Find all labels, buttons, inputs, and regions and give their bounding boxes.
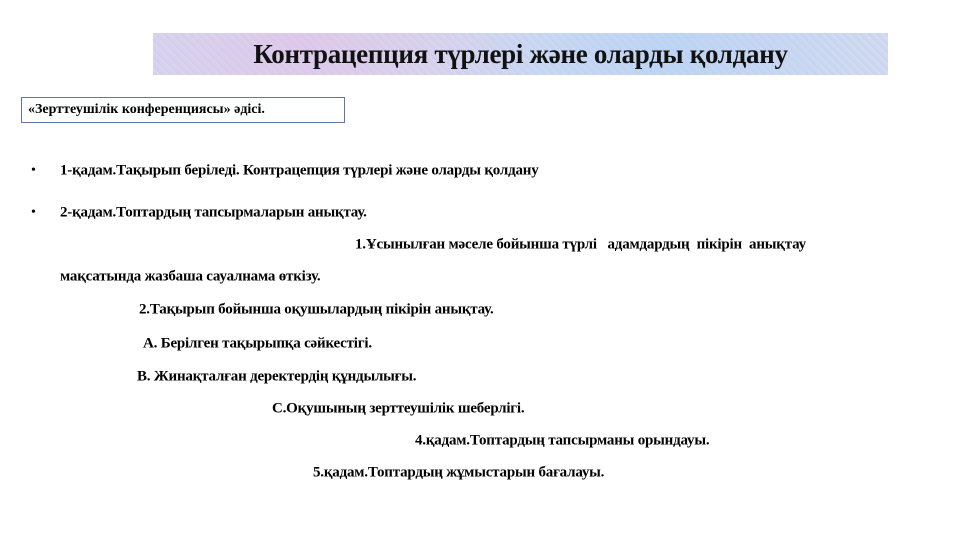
criterion-c: С.Оқушының зерттеушілік шеберлігі.	[272, 400, 525, 417]
bullet-icon: •	[31, 205, 36, 220]
task-1: 1.Ұсынылған мәселе бойынша түрлі адамдардың пікірін анықтау	[355, 236, 806, 253]
criterion-a: А. Берілген тақырыпқа сәйкестігі.	[143, 335, 372, 352]
step-4: 4.қадам.Топтардың тапсырманы орындауы.	[415, 432, 710, 449]
task-2: 2.Тақырып бойынша оқушылардың пікірін анықтау.	[139, 301, 494, 318]
criterion-b: В. Жинақталған деректердің құндылығы.	[137, 368, 417, 385]
step-2: 2-қадам.Топтардың тапсырмаларын анықтау.	[60, 204, 367, 221]
title-banner	[153, 33, 888, 75]
step-5: 5.қадам.Топтардың жұмыстарын бағалауы.	[313, 464, 605, 481]
slide-title: Контрацепция түрлері және оларды қолдану	[253, 38, 788, 69]
method-label-box: «Зерттеушілік конференциясы» әдісі.	[21, 97, 345, 123]
task-1-cont: мақсатында жазбаша сауалнама өткізу.	[60, 268, 321, 285]
step-1: 1-қадам.Тақырып беріледі. Контрацепция түрлері және оларды қолдану	[60, 162, 539, 179]
bullet-icon: •	[31, 163, 36, 178]
